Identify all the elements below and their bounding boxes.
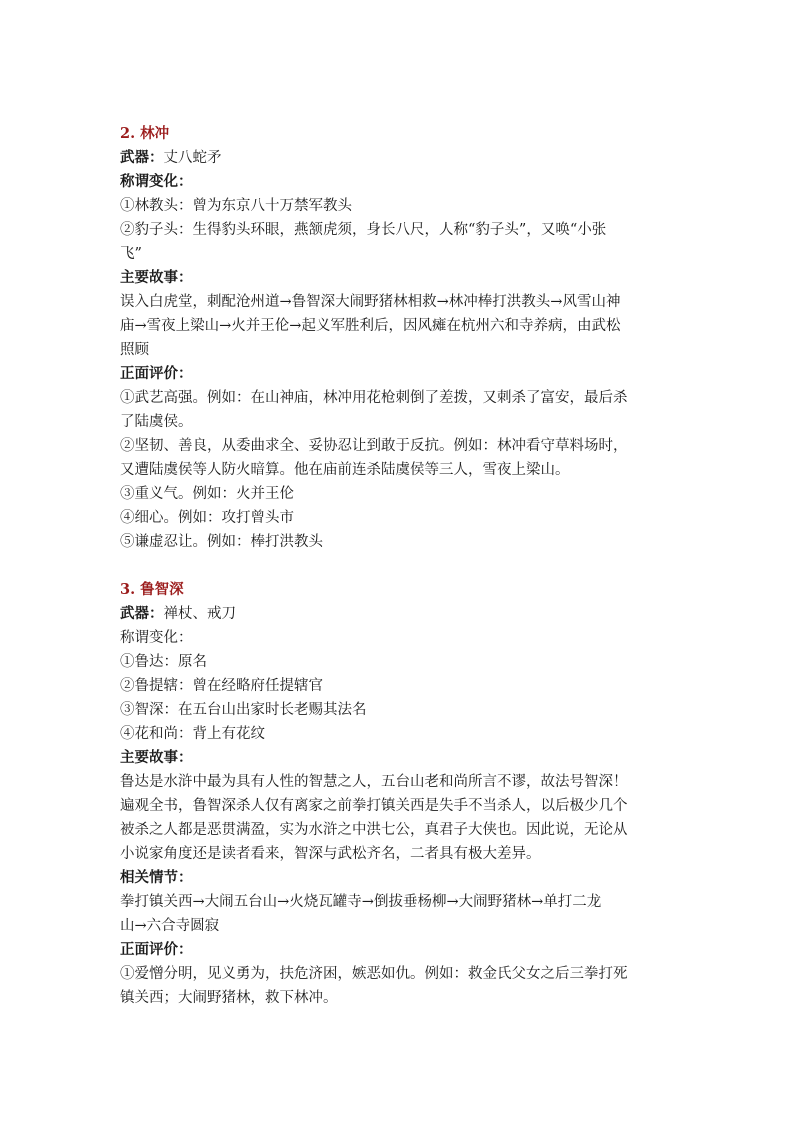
titles-label: 称谓变化： [120, 173, 193, 190]
eval-line: 了陆虞侯。 [120, 414, 193, 430]
plot-line: 山→六合寺圆寂 [120, 918, 220, 934]
eval-line: 又遭陆虞侯等人防火暗算。他在庙前连杀陆虞侯等三人，雪夜上梁山。 [120, 462, 570, 478]
story-line: 庙→雪夜上梁山→火并王伦→起义军胜利后，因风瘫在杭州六和寺养病，由武松 [120, 318, 621, 334]
title-item: ④花和尚：背上有花纹 [120, 726, 265, 742]
story-label: 主要故事： [120, 269, 193, 286]
eval-line: ⑤谦虚忍让。例如：棒打洪教头 [120, 534, 323, 550]
title-item: ③智深：在五台山出家时长老赐其法名 [120, 702, 367, 718]
story-line: 被杀之人都是恶贯满盈，实为水浒之中洪七公，真君子大侠也。因此说，无论从 [120, 822, 628, 838]
section-3-weapon [120, 602, 690, 626]
eval-label: 正面评价： [120, 941, 193, 958]
story-line: 照顾 [120, 342, 149, 358]
weapon-value: 丈八蛇矛 [163, 150, 222, 166]
section-2-title: 2. 林冲 [120, 125, 170, 142]
title-item: ①鲁达：原名 [120, 654, 207, 670]
title-item: ②鲁提辖：曾在经略府任提辖官 [120, 678, 323, 694]
plot-label: 相关情节： [120, 869, 193, 886]
story-line: 小说家角度还是读者看来，智深与武松齐名，二者具有极大差异。 [120, 846, 541, 862]
eval-line: ②坚韧、善良，从委曲求全、妥协忍让到敢于反抗。例如：林冲看守草料场时， [120, 438, 628, 454]
weapon-label: 武器： [120, 605, 164, 622]
title-item: 飞” [120, 246, 142, 262]
section-2-weapon [120, 146, 690, 170]
weapon-value: 禅杖、戒刀 [163, 606, 236, 622]
weapon-label: 武器： [120, 149, 164, 166]
story-line: 遍观全书，鲁智深杀人仅有离家之前拳打镇关西是失手不当杀人，以后极少几个 [120, 798, 628, 814]
eval-label: 正面评价： [120, 365, 193, 382]
eval-line: ④细心。例如：攻打曾头市 [120, 510, 294, 526]
eval-line: ①爱憎分明，见义勇为，扶危济困，嫉恶如仇。例如：救金氏父女之后三拳打死 [120, 966, 628, 982]
plot-line: 拳打镇关西→大闹五台山→火烧瓦罐寺→倒拔垂杨柳→大闹野猪林→单打二龙 [120, 894, 602, 910]
eval-line: 镇关西；大闹野猪林，救下林冲。 [120, 990, 338, 1006]
eval-line: ①武艺高强。例如：在山神庙，林冲用花枪刺倒了差拨，又刺杀了富安，最后杀 [120, 390, 628, 406]
story-line: 误入白虎堂，刺配沧州道→鲁智深大闹野猪林相救→林冲棒打洪教头→风雪山神 [120, 294, 621, 310]
eval-line: ③重义气。例如：火并王伦 [120, 486, 294, 502]
story-line: 鲁达是水浒中最为具有人性的智慧之人，五台山老和尚所言不谬，故法号智深！ [120, 774, 628, 790]
story-label: 主要故事： [120, 749, 193, 766]
titles-label: 称谓变化： [120, 630, 193, 646]
title-item: ②豹子头：生得豹头环眼，燕颔虎须，身长八尺，人称“豹子头”，又唤“小张 [120, 222, 607, 238]
title-item: ①林教头：曾为东京八十万禁军教头 [120, 198, 352, 214]
section-3-title: 3. 鲁智深 [120, 581, 184, 598]
